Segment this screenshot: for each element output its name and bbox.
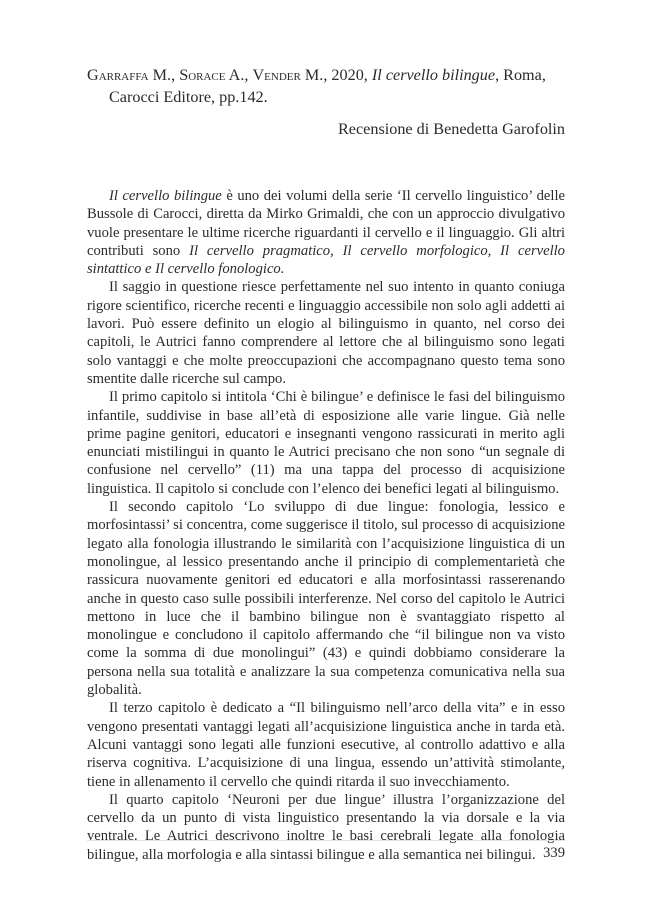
footer-divider [87, 840, 565, 841]
bibliographic-citation [87, 64, 587, 108]
review-body [87, 187, 565, 864]
publication-year: 2020, [331, 66, 368, 84]
publisher-info: , Roma, Carocci Editore, pp.142. [109, 66, 546, 106]
author-3: Vender M., [252, 66, 328, 84]
paragraph-2: Il saggio in questione riesce perfettamente nel suo intento in quanto coniuga rigore scientifico, ricerche recenti e linguaggio accessibile non solo agli addetti ai lavori. Può essere definito un elogio al bilinguismo in quanto, nel corso dei capitoli, le Autrici fanno comprendere al lettore che al bilinguismo sono legati solo vantaggi e che molte preoccupazioni che accompagnano questo tema sono smentite dalle ricerche sul campo. [87, 279, 565, 387]
paragraph-1-tail: Il cervello pragmatico, Il cervello morfologico, Il cervello sintattico e Il cervello fonologico. [87, 242, 565, 278]
paragraph-4: Il secondo capitolo ‘Lo sviluppo di due lingue: fonologia, lessico e morfosintassi’ si concentra, come suggerisce il titolo, sul processo di acquisizione legato alla fonologia illustrando le similarità con l’acquisizione linguistica di un monolingue, al lessico presentando anche il principio di complementarietà che rassicura nuovamente genitori ed educatori e alla morfosintassi rasserenando anche in questo caso sulle possibili interferenze. Nel corso del capitolo le Autrici mettono in luce che il bambino bilingue non è svantaggiato rispetto al monolingue e concludono il capitolo affermando che “il bilingue non va visto come la somma di due monolingui” (43) e quindi dobbiamo considerare la persona nella sua totalità e analizzare la sua competenza comunicativa nella sua globalità. [87, 499, 565, 699]
paragraph-6: Il quarto capitolo ‘Neuroni per due lingue’ illustra l’organizzazione del cervello da un punto di vista linguistico presentando la via dorsale e la via ventrale. Le Autrici descrivono inoltre le basi cerebrali legate alla fonologia bilingue, alla morfologia e alla sintassi bilingue e alla semantica nei bilingui. [87, 791, 565, 863]
paragraph-1-lead: Il cervello bilingue [109, 188, 222, 204]
review-author: Recensione di Benedetta Garofolin [338, 120, 565, 138]
paragraph-1-text: è uno dei volumi della serie ‘Il cervello linguistico’ delle Bussole di Carocci, diretta da Mirko Grimaldi, che con un approccio divulgativo vuole presentare le ultime ricerche riguardanti il cervello e il linguaggio. Gli altri contributi sono [87, 188, 565, 259]
paragraph-3: Il primo capitolo si intitola ‘Chi è bilingue’ e definisce le fasi del bilinguismo infantile, suddivise in base all’età di esposizione alle varie lingue. Già nelle prime pagine genitori, educatori e insegnanti vengono rassicurati in merito agli enunciati mistilingui in quanto le Autrici precisano che non sono “un segnale di confusione nel cervello” (11) ma una tappa del processo di acquisizione linguistica. Il capitolo si conclude con l’elenco dei benefici legati al bilinguismo. [87, 389, 565, 497]
author-1: Garraffa M., [87, 66, 176, 84]
paragraph-1 [87, 187, 565, 278]
author-2: Sorace A., [179, 66, 249, 84]
page-number: 339 [543, 845, 565, 861]
book-title: Il cervello bilingue [371, 66, 496, 84]
paragraph-5: Il terzo capitolo è dedicato a “Il bilinguismo nell’arco della vita” e in esso vengono presentati vantaggi legati all’acquisizione linguistica anche in tarda età. Alcuni vantaggi sono legati alle funzioni esecutive, al controllo adattivo e alla riserva cognitiva. L’acquisizione di una lingua, essendo un’attività stimolante, tiene in allenamento il cervello che quindi ritarda il suo invecchiamento. [87, 700, 565, 790]
